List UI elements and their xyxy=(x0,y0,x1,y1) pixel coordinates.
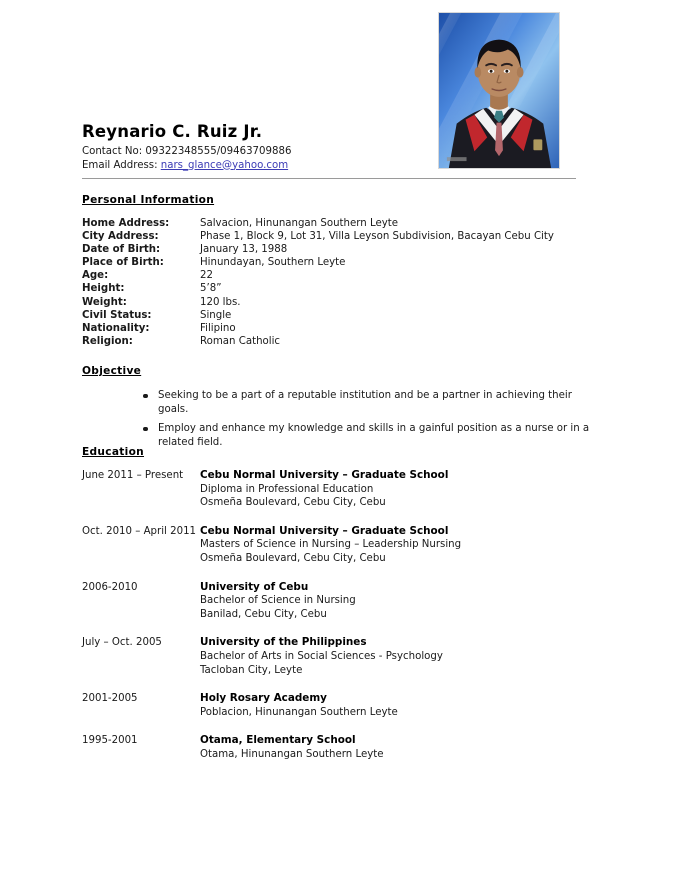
education-entry xyxy=(82,734,582,761)
personal-info-label: Religion: xyxy=(82,335,133,347)
education-school: Cebu Normal University – Graduate School xyxy=(200,524,449,537)
personal-info-label: Civil Status: xyxy=(82,309,152,321)
header-divider xyxy=(82,178,576,179)
education-dates: July – Oct. 2005 xyxy=(82,637,162,649)
table-row xyxy=(82,256,582,269)
table-row xyxy=(82,217,582,230)
table-row xyxy=(82,230,582,243)
education-detail xyxy=(200,469,582,510)
personal-info-value: 5’8” xyxy=(200,283,222,295)
education-entry xyxy=(82,469,582,510)
objective-bullet-list xyxy=(142,389,602,455)
personal-info-value: 22 xyxy=(200,270,213,282)
table-row xyxy=(82,282,582,295)
email-link[interactable]: nars_glance@yahoo.com xyxy=(160,159,289,171)
personal-info-label: Nationality: xyxy=(82,322,150,334)
education-dates: June 2011 – Present xyxy=(82,470,184,481)
personal-info-value: Hinundayan, Southern Leyte xyxy=(200,257,346,269)
education-school: University of the Philippines xyxy=(200,636,367,649)
education-degree: Diploma in Professional Education xyxy=(200,483,374,495)
bullet-icon xyxy=(143,394,148,399)
education-degree: Bachelor of Science in Nursing xyxy=(200,595,356,607)
education-entry xyxy=(82,525,582,566)
education-detail xyxy=(200,734,582,761)
education-school: University of Cebu xyxy=(200,580,309,593)
education-dates: 2006-2010 xyxy=(82,581,138,593)
education-degree: Bachelor of Arts in Social Sciences - Psychology xyxy=(200,650,443,662)
portrait-photo xyxy=(438,12,560,169)
table-row xyxy=(82,309,582,322)
personal-info-value: Filipino xyxy=(200,322,236,334)
education-list xyxy=(82,469,582,777)
section-heading-personal-information: Personal Information xyxy=(82,194,215,206)
personal-info-label: Home Address: xyxy=(82,218,170,229)
bullet-icon xyxy=(143,427,148,432)
personal-information-table xyxy=(82,217,582,348)
education-entry xyxy=(82,581,582,622)
objective-text: Seeking to be a part of a reputable institution and be a partner in achieving their goals. xyxy=(158,390,572,415)
education-detail xyxy=(200,636,582,677)
contact-number-line xyxy=(82,145,442,159)
email-line xyxy=(82,159,442,173)
education-dates: Oct. 2010 – April 2011 xyxy=(82,525,197,537)
portrait-photo-graphic xyxy=(439,13,559,168)
table-row xyxy=(82,269,582,282)
education-location: Banilad, Cebu City, Cebu xyxy=(200,608,327,620)
section-heading-education: Education xyxy=(82,446,145,458)
education-location: Tacloban City, Leyte xyxy=(200,664,303,676)
personal-info-value: Phase 1, Block 9, Lot 31, Villa Leyson Subdivision, Bacayan Cebu City xyxy=(200,231,554,243)
table-row xyxy=(82,243,582,256)
list-item xyxy=(142,389,602,417)
table-row xyxy=(82,296,582,309)
education-entry xyxy=(82,692,582,719)
personal-info-value: 120 lbs. xyxy=(200,296,241,308)
contact-number-value: 09322348555/09463709886 xyxy=(145,146,292,157)
personal-info-label: City Address: xyxy=(82,231,159,243)
table-row xyxy=(82,335,582,348)
education-school: Cebu Normal University – Graduate School xyxy=(200,469,449,481)
personal-info-label: Height: xyxy=(82,283,125,295)
education-detail xyxy=(200,525,582,566)
education-detail xyxy=(200,692,582,719)
personal-info-label: Weight: xyxy=(82,296,127,308)
personal-info-value: Salvacion, Hinunangan Southern Leyte xyxy=(200,218,399,229)
education-school: Otama, Elementary School xyxy=(200,734,356,747)
education-degree: Otama, Hinunangan Southern Leyte xyxy=(200,748,384,760)
education-degree: Poblacion, Hinunangan Southern Leyte xyxy=(200,706,398,718)
education-dates: 2001-2005 xyxy=(82,693,138,705)
email-label: Email Address: xyxy=(82,159,158,171)
list-item xyxy=(142,422,602,450)
education-degree: Masters of Science in Nursing – Leadership Nursing xyxy=(200,539,462,551)
personal-info-value: Single xyxy=(200,309,232,321)
page-title: Reynario C. Ruiz Jr. xyxy=(82,122,263,141)
education-dates: 1995-2001 xyxy=(82,735,138,747)
education-location: Osmeña Boulevard, Cebu City, Cebu xyxy=(200,552,386,564)
personal-info-value: January 13, 1988 xyxy=(200,244,288,256)
resume-header xyxy=(82,122,442,172)
personal-info-label: Place of Birth: xyxy=(82,257,164,269)
objective-text: Employ and enhance my knowledge and skills in a gainful position as a nurse or in a related field. xyxy=(158,423,590,448)
personal-info-value: Roman Catholic xyxy=(200,335,281,347)
section-heading-objective: Objective xyxy=(82,365,142,377)
personal-info-label: Date of Birth: xyxy=(82,244,161,256)
table-row xyxy=(82,322,582,335)
education-school: Holy Rosary Academy xyxy=(200,692,327,705)
education-detail xyxy=(200,581,582,622)
education-entry xyxy=(82,636,582,677)
personal-info-label: Age: xyxy=(82,270,109,282)
education-location: Osmeña Boulevard, Cebu City, Cebu xyxy=(200,497,386,509)
contact-number-label: Contact No: xyxy=(82,146,143,157)
